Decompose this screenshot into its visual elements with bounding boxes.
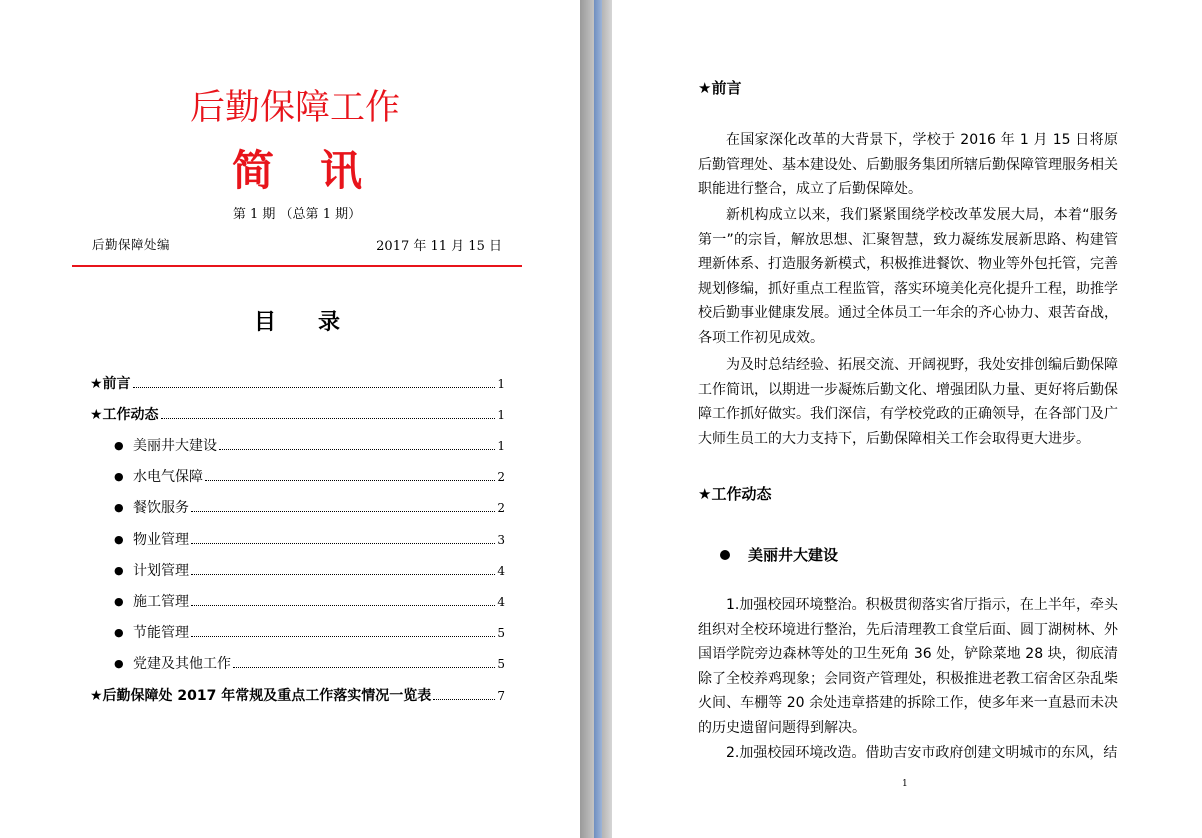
work-news-heading: ★工作动态 xyxy=(698,485,772,503)
toc-leader xyxy=(191,511,495,512)
toc-entry-label: 节能管理 xyxy=(133,625,189,641)
toc-entry[interactable] xyxy=(90,374,505,394)
issue-number: 第 1 期 （总第 1 期） xyxy=(232,207,362,222)
issue-date: 2017 年 11 月 15 日 xyxy=(376,239,502,254)
bullet-icon: ● xyxy=(114,470,124,483)
paragraph: 为及时总结经验、拓展交流、开阔视野，我处安排创编后勤保障工作简讯，以期进一步凝炼后勤文化、增强团队力量、更好将后勤保障工作抓好做实。我们深信，有学校党政的正确领导，在各部门及广大师生员工的大力支持下，后勤保障相关工作会取得更大进步。 xyxy=(698,357,1118,447)
toc-leader xyxy=(433,699,495,700)
bullet-icon: ● xyxy=(114,564,124,577)
toc-entry-label: 物业管理 xyxy=(133,532,189,548)
page-number: 1 xyxy=(902,779,908,789)
toc-entry[interactable] xyxy=(114,654,505,674)
toc-leader xyxy=(191,636,495,637)
toc-leader xyxy=(233,667,495,668)
page-gutter xyxy=(580,0,594,838)
toc-leader xyxy=(191,574,495,575)
editor-line: 后勤保障处编 xyxy=(92,237,171,252)
toc-page-number: 5 xyxy=(497,657,505,671)
toc-entry[interactable] xyxy=(90,686,505,706)
scroll-divider[interactable] xyxy=(594,0,602,838)
toc-leader xyxy=(205,480,495,481)
paragraph: 在国家深化改革的大背景下，学校于 2016 年 1 月 15 日将原后勤管理处、基本建设处、后勤服务集团所辖后勤保障管理服务相关职能进行整合，成立了后勤保障处。 xyxy=(698,132,1118,197)
toc-entry-label: ★前言 xyxy=(90,376,131,392)
toc-title: 目录 xyxy=(253,310,382,335)
toc-entry-label: 美丽井大建设 xyxy=(133,438,217,454)
toc-page-number: 2 xyxy=(497,470,505,484)
bullet-icon: ● xyxy=(114,439,124,452)
paragraph: 1.加强校园环境整治。积极贯彻落实省厅指示，在上半年，牵头组织对全校环境进行整治，先后清理教工食堂后面、圆丁湖树林、外国语学院旁边森林等处的卫生死角 36 处，铲除菜地 28 块，彻底清除了全校养鸡现象；会同资产管理处，积极推进老教工宿舍区杂乱柴火间、车棚等 20 余处违章搭建的拆除工作，使多年来一直悬而未决的历史遗留问题得到解决。 xyxy=(698,597,1118,736)
masthead-subtitle: 简讯 xyxy=(231,146,408,195)
section-heading-label: 美丽井大建设 xyxy=(748,546,839,564)
toc-entry-label: 水电气保障 xyxy=(133,469,203,485)
toc-entry-label: 施工管理 xyxy=(133,594,189,610)
toc-entry[interactable] xyxy=(114,592,505,612)
toc-page-number: 3 xyxy=(497,533,505,547)
toc-page-number: 1 xyxy=(497,377,505,391)
bullet-icon: ● xyxy=(114,501,124,514)
toc-entry[interactable] xyxy=(90,405,505,425)
bullet-icon xyxy=(720,550,730,560)
toc-entry[interactable] xyxy=(114,530,505,550)
toc-entry-label: ★工作动态 xyxy=(90,407,159,423)
bullet-icon: ● xyxy=(114,657,124,670)
toc-entry-label: 餐饮服务 xyxy=(133,500,189,516)
toc-leader xyxy=(161,418,496,419)
toc-entry[interactable] xyxy=(114,623,505,643)
toc-leader xyxy=(191,543,495,544)
toc-leader xyxy=(219,449,495,450)
toc-page-number: 5 xyxy=(497,626,505,640)
toc-leader xyxy=(133,387,496,388)
toc-entry-label: 计划管理 xyxy=(133,563,189,579)
toc-entry[interactable] xyxy=(114,436,505,456)
red-divider xyxy=(72,265,522,267)
masthead-title: 后勤保障工作 xyxy=(189,88,400,128)
preface-heading: ★前言 xyxy=(698,79,742,97)
bullet-icon: ● xyxy=(114,595,124,608)
toc-entry[interactable] xyxy=(114,561,505,581)
toc-page-number: 1 xyxy=(497,439,505,453)
right-page xyxy=(612,0,1202,838)
toc-entry[interactable] xyxy=(114,498,505,518)
paragraph: 新机构成立以来，我们紧紧围绕学校改革发展大局，本着“服务第一”的宗旨，解放思想、汇聚智慧，致力凝练发展新思路、构建管理新体系、打造服务新模式，积极推进餐饮、物业等外包托管，完善规划修编，抓好重点工程监管，落实环境美化亮化提升工程，助推学校后勤事业健康发展。通过全体员工一年余的齐心协力、艰苦奋战，各项工作初见成效。 xyxy=(698,207,1118,346)
toc-entry-label: ★后勤保障处 2017 年常规及重点工作落实情况一览表 xyxy=(90,688,432,704)
left-page xyxy=(0,0,580,838)
toc-leader xyxy=(191,605,495,606)
page-gutter xyxy=(602,0,612,838)
bullet-icon: ● xyxy=(114,533,124,546)
toc-page-number: 4 xyxy=(497,564,505,578)
toc-page-number: 2 xyxy=(497,501,505,515)
paragraph: 2.加强校园环境改造。借助吉安市政府创建文明城市的东风，结 xyxy=(726,745,1118,761)
toc-entry-label: 党建及其他工作 xyxy=(133,656,231,672)
toc-page-number: 4 xyxy=(497,595,505,609)
toc-page-number: 1 xyxy=(497,408,505,422)
toc-page-number: 7 xyxy=(497,689,505,703)
toc-entry[interactable] xyxy=(114,467,505,487)
bullet-icon: ● xyxy=(114,626,124,639)
section-heading xyxy=(720,544,838,565)
